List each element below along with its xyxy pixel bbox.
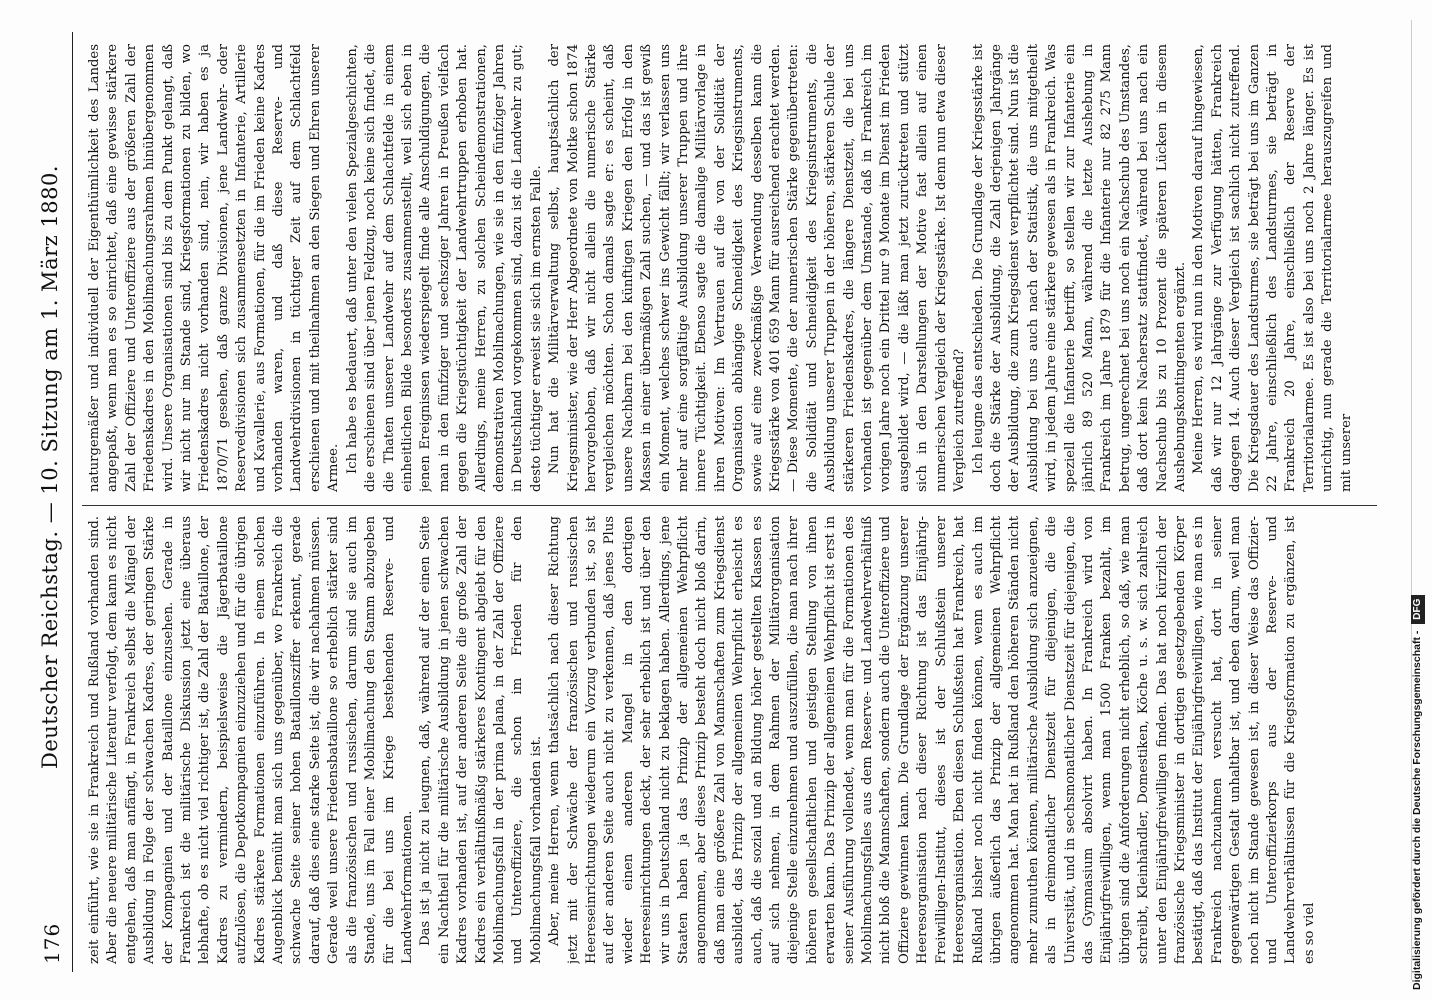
paragraph: naturgemäßer und individuell der Eigenthümlichkeit des Landes angepaßt, wenn man es so einrichtet, daß eine gewisse stärkere Zahl der Offiziere und Unteroffiziere aus der größeren Zahl der Friedenskadres in den Mobilmachungsrahmen hinübergenommen wird. Unsere Organisationen sind bis zu dem Punkt gelangt, daß wir nicht nur im Stande sind, Kriegsformationen zu bilden, wo Friedenskadres nicht vorhanden sind, nein, wir haben es ja 1870/71 gesehen, daß ganze Divisionen, jene Landwehr- oder Reservedivisionen sich zusammensetzten in Infanterie, Artillerie und Kavallerie, aus Formationen, für die im Frieden keine Kadres vorhanden waren, und daß diese Reserve- und Landwehrdivisionen in tüchtiger Zeit auf dem Schlachtfeld erschienen und mit theilnahmen an den Siegen und Ehren unserer Armee. <box>87 44 342 492</box>
paragraph: Aber, meine Herren, wenn thatsächlich nach dieser Richtung jetzt mit der Schwäche der französischen und russischen Heereseinrichtungen wiederum ein Vorzug verbunden ist, so ist auf der anderen Seite auch nicht zu verkennen, daß jenes Plus wieder einen anderen Mangel in den dortigen Heereseinrichtungen deckt, der sehr erheblich ist und über den wir uns in Deutschland nicht zu beklagen haben. Allerdings, jene Staaten haben ja das Prinzip der allgemeinen Wehrpflicht angenommen, aber dieses Prinzip besteht doch nicht bloß darin, daß man eine größere Zahl von Mannschaften zum Kriegsdienst ausbildet, das Prinzip der allgemeinen Wehrpflicht erheischt es auch, daß die sozial und an Bildung höher gestellten Klassen es auf sich nehmen, in dem Rahmen der Militärorganisation diejenige Stelle einzunehmen und auszufüllen, die man nach ihrer höheren gesellschaftlichen und geistigen Stellung von ihnen erwarten kann. Das Prinzip der allgemeinen Wehrpflicht ist erst in seiner Ausführung vollendet, wenn man für die Formationen des Mobilmachungsfalles aus dem Reserve- und Landwehrverhältniß nicht bloß die Mannschaften, sondern auch die Unteroffiziere und Offiziere gewinnen kann. Die Grundlage der Ergänzung unserer Heeresorganisation nach dieser Richtung ist das Einjährig-Freiwilligen-Institut, dieses ist der Schlußstein unserer Heeresorganisation. Eben diesen Schlußstein hat Frankreich, hat Rußland bisher noch nicht finden können, wenn es auch im übrigen äußerlich das Prinzip der allgemeinen Wehrpflicht angenommen hat. Man hat in Rußland den höheren Ständen nicht mehr zumuthen können, militärische Ausbildung sich anzueignen, als in dreimonatlicher Dienstzeit für diejenigen, die die Universität, und in sechsmonatlicher Dienstzeit für diejenigen, die das Gymnasium absolvirt haben. In Frankreich wird von Einjährigfreiwilligen, wenn man 1500 Franken bezahlt, im übrigen sind die Anforderungen nicht erheblich, so daß, wie man schreibt, Kleinhändler, Domestiken, Köche u. s. w. sich zahlreich unter den Einjährigfreiwilligen finden. Das hat noch kürzlich der französische Kriegsminister in dortigen gesetzgebenden Körper bestätigt, daß das Institut der Einjährigfreiwilligen, wie man es in Frankreich nachzuahmen versucht hat, dort in seiner gegenwärtigen Gestalt unhaltbar ist, und eben darum, weil man noch nicht im Stande gewesen ist, in dieser Weise das Offizier- und Unteroffizierkorps aus der Reserve- und Landwehrverhältnissen für die Kriegsformation zu ergänzen, ist es so viel <box>547 516 1317 964</box>
credit-text: Digitalisierung gefördert durch die Deutsche Forschungsgemeinschaft - <box>1411 630 1423 990</box>
page-header <box>32 32 73 972</box>
paragraph: Nun hat die Militärverwaltung selbst, hauptsächlich der Kriegsminister, wie der Herr Abgeordnete von Moltke schon 1874 hervorgehoben, daß wir nicht allein die numerische Stärke vergleichen möchten. Schon damals sagte er: es scheint, daß unsere Nachbarn bei den künftigen Kriegen den Erfolg in den Massen in einer übermäßigen Zahl suchen, — und das ist gewiß ein Moment, welches schwer ins Gewicht fällt; wir verlassen uns mehr auf eine sorgfältige Ausbildung unserer Truppen und ihre innere Tüchtigkeit. Ebenso sagte die damalige Militärvorlage in ihren Motiven: Im Vertrauen auf die von der Solidität der Organisation abhängige Schneidigkeit des Kriegsinstruments, sowie auf eine zweckmäßige Verwendung desselben kann die Kriegsstärke von 401 659 Mann für ausreichend erachtet werden. — Diese Momente, die der numerischen Stärke gegenübertreten: die Solidität und Schneidigkeit des Kriegsinstruments, die Ausbildung unserer Truppen in der höheren, stärkeren Schule der stärkeren Friedenskadres, die längere Dienstzeit, die bei uns vorhanden ist gegenüber dem Umstande, daß in Frankreich im vorigen Jahre noch ein Drittel nur 9 Monate im Dienst im Frieden ausgebildet wird, — die läßt man jetzt zurücktreten und stützt sich in den Darstellungen der Motive fast allein auf einen numerischen Vergleich der Kriegsstärke. Ist denn nun etwa dieser Vergleich zutreffend? <box>547 44 968 492</box>
paragraph: Meine Herren, es wird nun in den Motiven darauf hingewiesen, daß wir nur 12 Jahrgänge zur Verfügung hätten, Frankreich dagegen 14. Auch dieser Vergleich ist sachlich nicht zutreffend. Die Kriegsdauer des Landsturmes, sie beträgt bei uns im Ganzen 22 Jahre, einschließlich des Landsturmes, sie beträgt in Frankreich 20 Jahre, einschließlich der Reserve der Territorialarmee. Es ist also bei uns noch 2 Jahre länger. Es ist unrichtig, nun gerade die Territorialarmee herauszugreifen und mit unserer <box>1191 44 1354 492</box>
digitization-credit <box>1406 30 1428 990</box>
dfg-logo: DFG <box>1411 595 1425 624</box>
text-column-left <box>86 516 1376 964</box>
column-divider <box>82 505 1377 506</box>
running-head: Deutscher Reichstag. — 10. Sitzung am 1. März 1880. <box>38 165 62 769</box>
page-number: 176 <box>40 922 64 964</box>
paragraph: Ich habe es bedauert, daß unter den vielen Spezialgeschichten, die erschienen sind über jenen Feldzug, noch keine sich findet, die die Thaten unserer Landwehr auf dem Schlachtfelde in einem einheitlichen Bilde besonders zusammenstellt, weil sich eben in jenen Ereignissen wiederspiegelt finde alle Anschuldigungen, die man in den fünfziger und sechsziger Jahren in Preußen vielfach gegen die Kriegstüchtigkeit der Landwehrtruppen erhoben hat. Allerdings, meine Herren, zu solchen Scheindemonstrationen, demonstrativen Mobilmachungen, wie sie in den fünfziger Jahren in Deutschland vorgekommen sind, dazu ist die Landwehr zu gut; desto tüchtiger erweist sie sich im ernsten Falle. <box>344 44 544 492</box>
paragraph: zeit einführt, wie sie in Frankreich und Rußland vorhanden sind. Aber die neuere militärische Literatur verfolgt, dem kann es nicht entgehen, daß man anfängt, in Frankreich selbst die Mängel der Ausbildung in Folge der schwachen Kadres, der geringen Stärke der Kompagnien und der Bataillone einzusehen. Gerade in Frankreich ist die militärische Diskussion jetzt eine überaus lebhafte, ob es nicht viel richtiger ist, die Zahl der Bataillone, der Kadres zu vermindern, beispielsweise die Jägerbataillone aufzulösen, die Depotkompagnien einzuziehen und für die übrigen Kadres stärkere Formationen einzuführen. In einem solchen Augenblick bemüht man sich uns gegenüber, wo Frankreich die schwache Seite seiner hohen Bataillonsziffer erkennt, gerade darauf, daß dies eine starke Seite ist, die wir nachahmen müssen. Gerade weil unsere Friedensbataillone so erheblich stärker sind als die französischen und russischen, darum sind sie auch im Stande, uns im Fall einer Mobilmachung den Stamm abzugeben für die bei uns im Kriege bestehenden Reserve- und Landwehrformationen. <box>87 516 415 964</box>
paragraph: Das ist ja nicht zu leugnen, daß, während auf der einen Seite ein Nachtheil für die militärische Ausbildung in jenen schwachen Kadres vorhanden ist, auf der anderen Seite die große Zahl der Kadres ein verhältnißmäßig stärkeres Kontingent abgiebt für den Mobilmachungsfall in der prima plana, in der Zahl der Offiziere und Unteroffiziere, die schon im Frieden für den Mobilmachungsfall vorhanden ist. <box>418 516 544 964</box>
paragraph: Ich leugne das entschieden. Die Grundlage der Kriegsstärke ist doch die Stärke der Ausbildung, die Zahl derjenigen Jahrgänge der Ausbildung, die zum Kriegsdienst verpflichtet sind. Nun ist die Ausbildung bei uns auch nach der Statistik, die uns mitgetheilt wird, in jedem Jahre eine stärkere gewesen als in Frankreich. Was speziell die Infanterie betrifft, so stellen wir zur Infanterie ein jährlich 89 520 Mann, während die letzte Aushebung in Frankreich im Jahre 1879 für die Infanterie nur 82 275 Mann betrug, ungerechnet bei uns noch ein Nachschub des Umstandes, daß dort kein Nachersatz stattfindet, während bei uns nach ein Nachschub bis zu 10 Prozent die späteren Lücken in diesem Aushebungskontingenten ergänzt. <box>970 44 1188 492</box>
text-column-right <box>86 44 1376 492</box>
